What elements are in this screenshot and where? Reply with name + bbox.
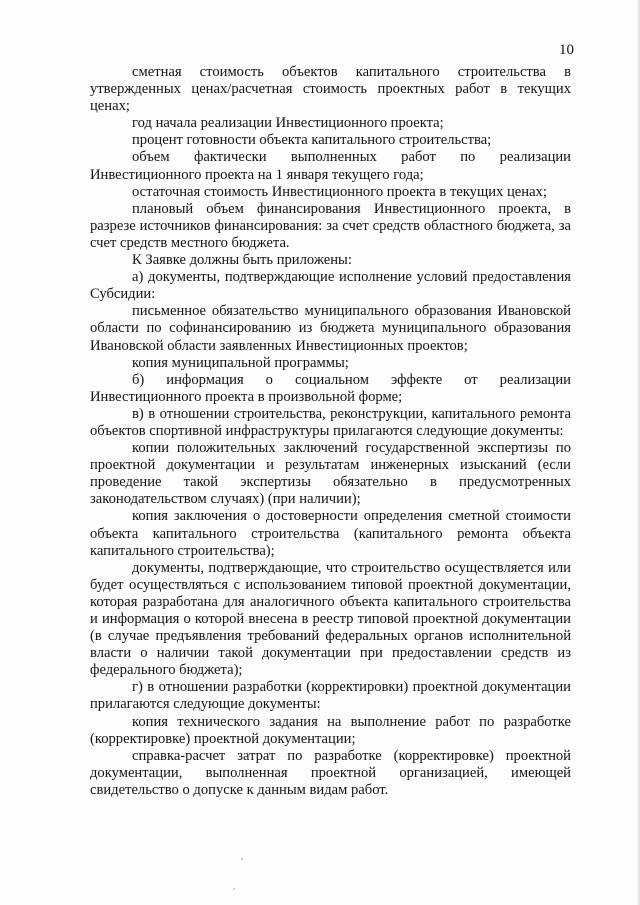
paragraph-municipal-program-copy: копия муниципальной программы; xyxy=(132,354,349,371)
paragraph-item-a: а) документы, подтверждающие исполнение условий предоставления Субсидии: xyxy=(90,269,571,303)
paragraph-expertise-copies: копии положительных заключений государственной экспертизы по проектной документации и результатам инженерных изысканий (если проведение такой экспертизы обязательно в предусмотренных законодательством случаях) (при наличии); xyxy=(90,440,571,508)
scan-speck xyxy=(241,858,243,860)
paragraph-cost-calculation: справка-расчет затрат по разработке (корректировке) проектной документации, выполненная проектной организацией, имеющей свидетельство о допуске к данным видам работ. xyxy=(90,747,571,798)
page-number: 10 xyxy=(559,42,574,58)
paragraph-item-v: в) в отношении строительства, реконструкции, капитального ремонта объектов спортивной инфраструктуры прилагаются следующие документы: xyxy=(90,405,571,439)
paragraph-item-g: г) в отношении разработки (корректировки) проектной документации прилагаются следующие документы: xyxy=(90,679,571,713)
document-body xyxy=(90,64,571,799)
paragraph-residual-cost: остаточная стоимость Инвестиционного проекта в текущих ценах; xyxy=(132,183,547,200)
paragraph-completed-work-volume: объем фактически выполненных работ по реализации Инвестиционного проекта на 1 января текущего года; xyxy=(90,149,571,183)
paragraph-estimate-reliability: копия заключения о достоверности определения сметной стоимости объекта капитального строительства (капитального ремонта объекта капитального строительства); xyxy=(90,508,571,559)
paragraph-planned-financing: плановый объем финансирования Инвестиционного проекта, в разрезе источников финансирования: за счет средств областного бюджета, за счет средств местного бюджета. xyxy=(90,200,571,251)
paragraph-readiness-percent: процент готовности объекта капитального строительства; xyxy=(132,132,492,149)
paragraph-item-b: б) информация о социальном эффекте от реализации Инвестиционного проекта в произвольной форме; xyxy=(90,371,571,405)
paragraph-written-obligation: письменное обязательство муниципального образования Ивановской области по софинансированию из бюджета муниципального образования Ивановской области заявленных Инвестиционных проектов; xyxy=(90,303,571,354)
paragraph-estimated-cost: сметная стоимость объектов капитального строительства в утвержденных ценах/расчетная стоимость проектных работ в текущих ценах; xyxy=(90,64,571,115)
scan-speck xyxy=(233,888,235,890)
paragraph-attachments-intro: К Заявке должны быть приложены: xyxy=(132,252,352,269)
paragraph-start-year: год начала реализации Инвестиционного проекта; xyxy=(132,115,444,132)
paragraph-technical-assignment: копия технического задания на выполнение работ по разработке (корректировке) проектной документации; xyxy=(90,713,571,747)
paragraph-typical-documentation: документы, подтверждающие, что строительство осуществляется или будет осуществляться с использованием типовой проектной документации, которая разработана для аналогичного объекта капитального строительства и информация о которой внесена в реестр типовой проектной документации (в случае предъявления требований федеральных органов исполнительной власти о наличии такой документации при предоставлении средств из федерального бюджета); xyxy=(90,559,571,679)
